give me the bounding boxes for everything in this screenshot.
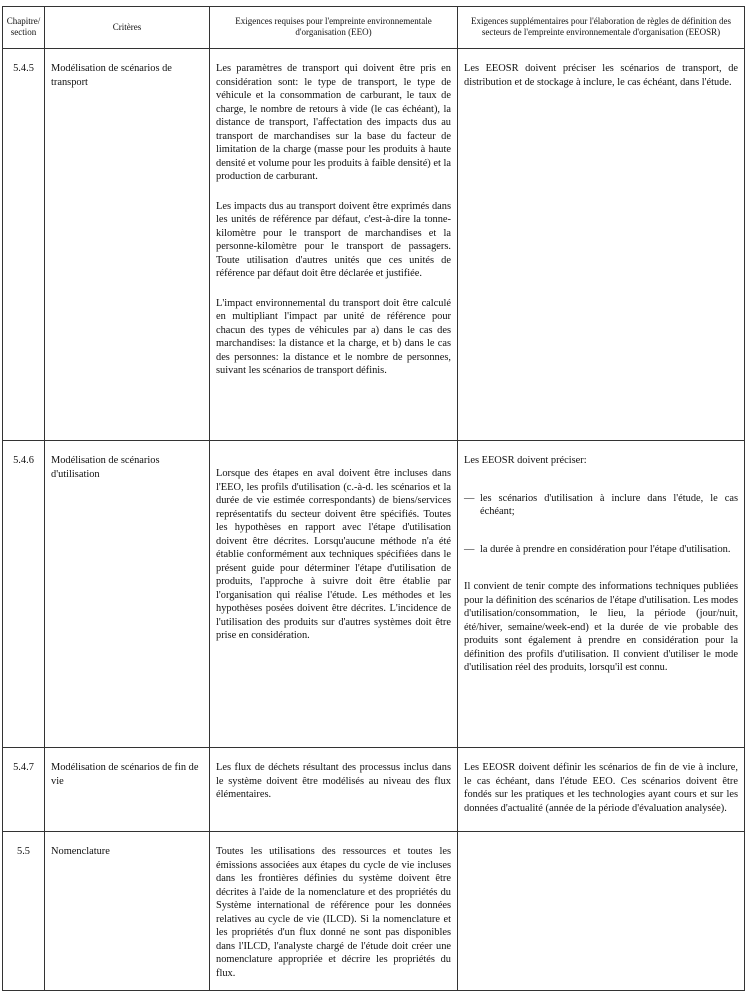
- list-item: [464, 543, 738, 557]
- row-section: 5.5: [3, 832, 45, 991]
- row-eeosr-cell: [458, 441, 745, 748]
- row-eeo-paragraph: Lorsque des étapes en aval doivent être incluses dans l'EEO, les profils d'utilisation (c.-à-d. les scénarios et la durée de vie estimée correspondants) de biens/services représentatifs du secteur doivent être spécifiés. Toutes les hypothèses en rapport avec l'étape d'utilisation doivent être décrites. Lorsqu'aucune méthode n'a été établie conformément aux techniques spécifiées dans le présent guide pour déterminer l'étape d'utilisation de produits, l'approche à suivre doit être établie par l'organisation qui réalise l'étude. Les méthodes et les hypothèses posées doivent être décrites. L'incidence de l'utilisation des produits sur d'autres systèmes doit être prise en considération.: [216, 468, 451, 641]
- row-eeosr-text: Les EEOSR doivent préciser:: [464, 455, 587, 466]
- row-eeo-paragraph: Les impacts dus au transport doivent être exprimés dans les unités de référence par défaut, c'est-à-dire la tonne-kilomètre pour le transport de marchandises et la personne-kilomètre pour le transport de passagers. Toute utilisation d'autres unités que ces unités de référence par défaut doit être déclarée et justifiée.: [216, 200, 451, 279]
- table-row: [3, 49, 745, 441]
- row-eeosr-cell: [458, 49, 745, 441]
- row-eeosr-text: Les EEOSR doivent préciser les scénarios de transport, de distribution et de stockage à inclure, le cas échéant, dans l'étude.: [464, 63, 738, 88]
- row-eeosr-text: Il convient de tenir compte des informations techniques publiées pour la définition des scénarios de l'étape d'utilisation. Les modes d'utilisation/consommation, le lieu, la période (jour/nuit, été/hiver, semaine/week-end) et la durée de vie probable des produits sont également à prendre en considération pour la définition des profils d'utilisation. Il convient d'utiliser le mode d'utilisation réel des produits, lorsqu'il est connu.: [464, 581, 738, 673]
- header-eeosr: Exigences supplémentaires pour l'élaboration de règles de définition des secteurs de l'empreinte environnementale d'organisation (EEOSR): [458, 7, 745, 49]
- table-header-row: [3, 7, 745, 49]
- row-eeo-paragraph: L'impact environnemental du transport doit être calculé en multipliant l'impact par unité de référence pour chacun des types de véhicules par a) dans le cas des marchandises: la distance et la charge, et b) dans le cas des personnes: la distance et le nombre de personnes, suivant les scénarios de transport définis.: [216, 297, 451, 376]
- row-criteria: Modélisation de scénarios de fin de vie: [45, 748, 210, 832]
- row-eeo-cell: [210, 748, 458, 832]
- dash-bullet-icon: —: [464, 543, 475, 555]
- row-eeosr-cell: [458, 748, 745, 832]
- row-eeo-paragraph: Les paramètres de transport qui doivent être pris en considération sont: le type de transport, le type de véhicule et la consommation de carburant, le taux de charge, le nombre de retours à vide (le cas échéant), la distance de transport, l'affectation des impacts dus au transport de marchandises sur la base du facteur de limitation de la charge (masse pour les produits à haute densité et volume pour les produits à faible densité) et la production de carburant.: [216, 63, 451, 182]
- row-eeo-cell: [210, 441, 458, 748]
- row-section: 5.4.6: [3, 441, 45, 748]
- row-eeosr-text: Les EEOSR doivent définir les scénarios de fin de vie à inclure, le cas échéant, dans l'étude EEO. Ces scénarios doivent être fondés sur les pratiques et les technologies ayant cours et sur les données d'actualité (année de la période d'évaluation analysée).: [464, 762, 738, 814]
- row-eeo-paragraph: Les flux de déchets résultant des processus inclus dans le système doivent être modélisés au niveau des flux élémentaires.: [216, 762, 451, 800]
- row-eeo-paragraph: Toutes les utilisations des ressources et toutes les émissions associées aux étapes du cycle de vie incluses dans les frontières définies du système doivent être décrites à l'aide de la nomenclature et des propriétés du Système international de référence pour les données relatives au cycle de vie (ILCD). Si la nomenclature et les propriétés d'un flux donné ne sont pas disponibles dans l'ILCD, l'analyste chargé de l'étude doit créer une nomenclature appropriée et décrire les propriétés du flux.: [216, 846, 451, 979]
- list-item-text: les scénarios d'utilisation à inclure dans l'étude, le cas échéant;: [480, 492, 738, 517]
- list-item-text: la durée à prendre en considération pour l'étape d'utilisation.: [480, 543, 731, 555]
- header-section: Chapitre/ section: [3, 7, 45, 49]
- row-criteria: Nomenclature: [45, 832, 210, 991]
- row-criteria: Modélisation de scénarios de transport: [45, 49, 210, 441]
- row-section: 5.4.7: [3, 748, 45, 832]
- row-eeo-cell: [210, 832, 458, 991]
- list-item: [464, 492, 738, 519]
- row-section: 5.4.5: [3, 49, 45, 441]
- header-eeo: Exigences requises pour l'empreinte environnementale d'organisation (EEO): [210, 7, 458, 49]
- header-criteria: Critères: [45, 7, 210, 49]
- row-eeosr-cell: [458, 832, 745, 991]
- row-criteria: Modélisation de scénarios d'utilisation: [45, 441, 210, 748]
- table-row: [3, 441, 745, 748]
- requirements-table: [2, 6, 745, 991]
- dash-bullet-icon: —: [464, 492, 475, 504]
- row-eeo-cell: [210, 49, 458, 441]
- table-row: [3, 832, 745, 991]
- table-row: [3, 748, 745, 832]
